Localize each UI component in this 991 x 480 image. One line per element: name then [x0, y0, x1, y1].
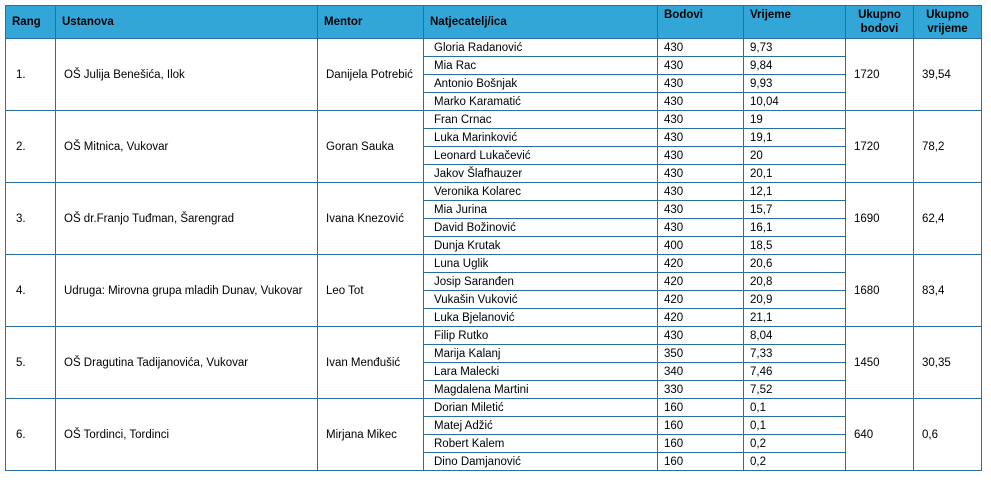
competitor-time: 21,1 [744, 309, 846, 327]
competitor-points: 430 [658, 165, 744, 183]
table-row [6, 39, 982, 57]
competitor-points: 430 [658, 93, 744, 111]
competitor-time: 9,84 [744, 57, 846, 75]
competitor-points: 430 [658, 57, 744, 75]
competitor-name: Fran Crnac [424, 111, 658, 129]
rank-cell: 3. [6, 183, 56, 255]
competitor-time: 16,1 [744, 219, 846, 237]
competitor-points: 160 [658, 417, 744, 435]
total-points-cell: 640 [846, 399, 914, 471]
competitor-points: 430 [658, 111, 744, 129]
rank-cell: 6. [6, 399, 56, 471]
competitor-time: 12,1 [744, 183, 846, 201]
competitor-points: 430 [658, 147, 744, 165]
competitor-time: 0,2 [744, 435, 846, 453]
competitor-name: Marija Kalanj [424, 345, 658, 363]
competitor-name: Gloria Radanović [424, 39, 658, 57]
competitor-name: Vukašin Vuković [424, 291, 658, 309]
institution-cell: OŠ Tordinci, Tordinci [56, 399, 318, 471]
competitor-time: 20,9 [744, 291, 846, 309]
competitor-name: Dunja Krutak [424, 237, 658, 255]
competitor-time: 20,8 [744, 273, 846, 291]
competitor-time: 18,5 [744, 237, 846, 255]
competitor-name: Antonio Bošnjak [424, 75, 658, 93]
header-ukupno-bodovi: Ukupno bodovi [846, 6, 914, 39]
total-time-cell: 39,54 [914, 39, 982, 111]
table-row [6, 183, 982, 201]
results-body [6, 39, 982, 471]
competitor-points: 430 [658, 129, 744, 147]
competitor-name: Magdalena Martini [424, 381, 658, 399]
institution-cell: OŠ dr.Franjo Tuđman, Šarengrad [56, 183, 318, 255]
header-ukupno-vrijeme: Ukupno vrijeme [914, 6, 982, 39]
competitor-points: 160 [658, 399, 744, 417]
rank-cell: 2. [6, 111, 56, 183]
competitor-points: 420 [658, 309, 744, 327]
competitor-name: Veronika Kolarec [424, 183, 658, 201]
competitor-points: 420 [658, 255, 744, 273]
competitor-points: 430 [658, 183, 744, 201]
total-points-cell: 1720 [846, 111, 914, 183]
competitor-time: 0,2 [744, 453, 846, 471]
competitor-name: Mia Rac [424, 57, 658, 75]
competitor-name: Luna Uglik [424, 255, 658, 273]
competitor-points: 430 [658, 327, 744, 345]
rank-cell: 1. [6, 39, 56, 111]
competitor-points: 340 [658, 363, 744, 381]
total-time-cell: 30,35 [914, 327, 982, 399]
competitor-name: Mia Jurina [424, 201, 658, 219]
competitor-name: Dino Damjanović [424, 453, 658, 471]
competitor-name: Luka Marinković [424, 129, 658, 147]
header-natjecatelji: Natjecatelj/ica [424, 6, 658, 39]
competitor-time: 10,04 [744, 93, 846, 111]
header-rang: Rang [6, 6, 56, 39]
competitor-time: 15,7 [744, 201, 846, 219]
competitor-name: Filip Rutko [424, 327, 658, 345]
header-ustanova: Ustanova [56, 6, 318, 39]
competitor-points: 400 [658, 237, 744, 255]
competitor-time: 8,04 [744, 327, 846, 345]
competitor-name: Lara Malecki [424, 363, 658, 381]
competitor-points: 160 [658, 453, 744, 471]
mentor-cell: Ivan Menđušić [318, 327, 424, 399]
total-points-cell: 1450 [846, 327, 914, 399]
results-table [5, 5, 982, 471]
mentor-cell: Mirjana Mikec [318, 399, 424, 471]
competitor-time: 9,73 [744, 39, 846, 57]
competitor-points: 420 [658, 273, 744, 291]
competitor-time: 7,33 [744, 345, 846, 363]
competitor-points: 160 [658, 435, 744, 453]
competitor-name: David Božinović [424, 219, 658, 237]
total-time-cell: 83,4 [914, 255, 982, 327]
total-time-cell: 62,4 [914, 183, 982, 255]
total-points-cell: 1680 [846, 255, 914, 327]
competitor-name: Marko Karamatić [424, 93, 658, 111]
competitor-points: 430 [658, 201, 744, 219]
competitor-name: Luka Bjelanović [424, 309, 658, 327]
competitor-points: 420 [658, 291, 744, 309]
institution-cell: OŠ Julija Benešića, Ilok [56, 39, 318, 111]
competitor-points: 430 [658, 39, 744, 57]
competitor-name: Leonard Lukačević [424, 147, 658, 165]
rank-cell: 5. [6, 327, 56, 399]
header-row [6, 6, 982, 39]
competitor-name: Matej Adžić [424, 417, 658, 435]
header-mentor: Mentor [318, 6, 424, 39]
competitor-time: 20,6 [744, 255, 846, 273]
competitor-time: 19 [744, 111, 846, 129]
table-row [6, 399, 982, 417]
table-row [6, 255, 982, 273]
competitor-points: 430 [658, 75, 744, 93]
table-row [6, 327, 982, 345]
competitor-name: Dorian Miletić [424, 399, 658, 417]
mentor-cell: Ivana Knezović [318, 183, 424, 255]
header-bodovi: Bodovi [658, 6, 744, 39]
mentor-cell: Goran Sauka [318, 111, 424, 183]
mentor-cell: Danijela Potrebić [318, 39, 424, 111]
competitor-name: Jakov Šlafhauzer [424, 165, 658, 183]
competitor-name: Josip Saranđen [424, 273, 658, 291]
competitor-time: 9,93 [744, 75, 846, 93]
mentor-cell: Leo Tot [318, 255, 424, 327]
competitor-time: 7,52 [744, 381, 846, 399]
rank-cell: 4. [6, 255, 56, 327]
total-points-cell: 1690 [846, 183, 914, 255]
table-row [6, 111, 982, 129]
competitor-time: 19,1 [744, 129, 846, 147]
competitor-time: 7,46 [744, 363, 846, 381]
competitor-name: Robert Kalem [424, 435, 658, 453]
competitor-points: 330 [658, 381, 744, 399]
competitor-time: 0,1 [744, 417, 846, 435]
competitor-time: 20 [744, 147, 846, 165]
header-vrijeme: Vrijeme [744, 6, 846, 39]
competitor-time: 20,1 [744, 165, 846, 183]
competitor-points: 430 [658, 219, 744, 237]
institution-cell: Udruga: Mirovna grupa mladih Dunav, Vukovar [56, 255, 318, 327]
institution-cell: OŠ Dragutina Tadijanovića, Vukovar [56, 327, 318, 399]
total-points-cell: 1720 [846, 39, 914, 111]
competitor-points: 350 [658, 345, 744, 363]
total-time-cell: 0,6 [914, 399, 982, 471]
institution-cell: OŠ Mitnica, Vukovar [56, 111, 318, 183]
competitor-time: 0,1 [744, 399, 846, 417]
total-time-cell: 78,2 [914, 111, 982, 183]
